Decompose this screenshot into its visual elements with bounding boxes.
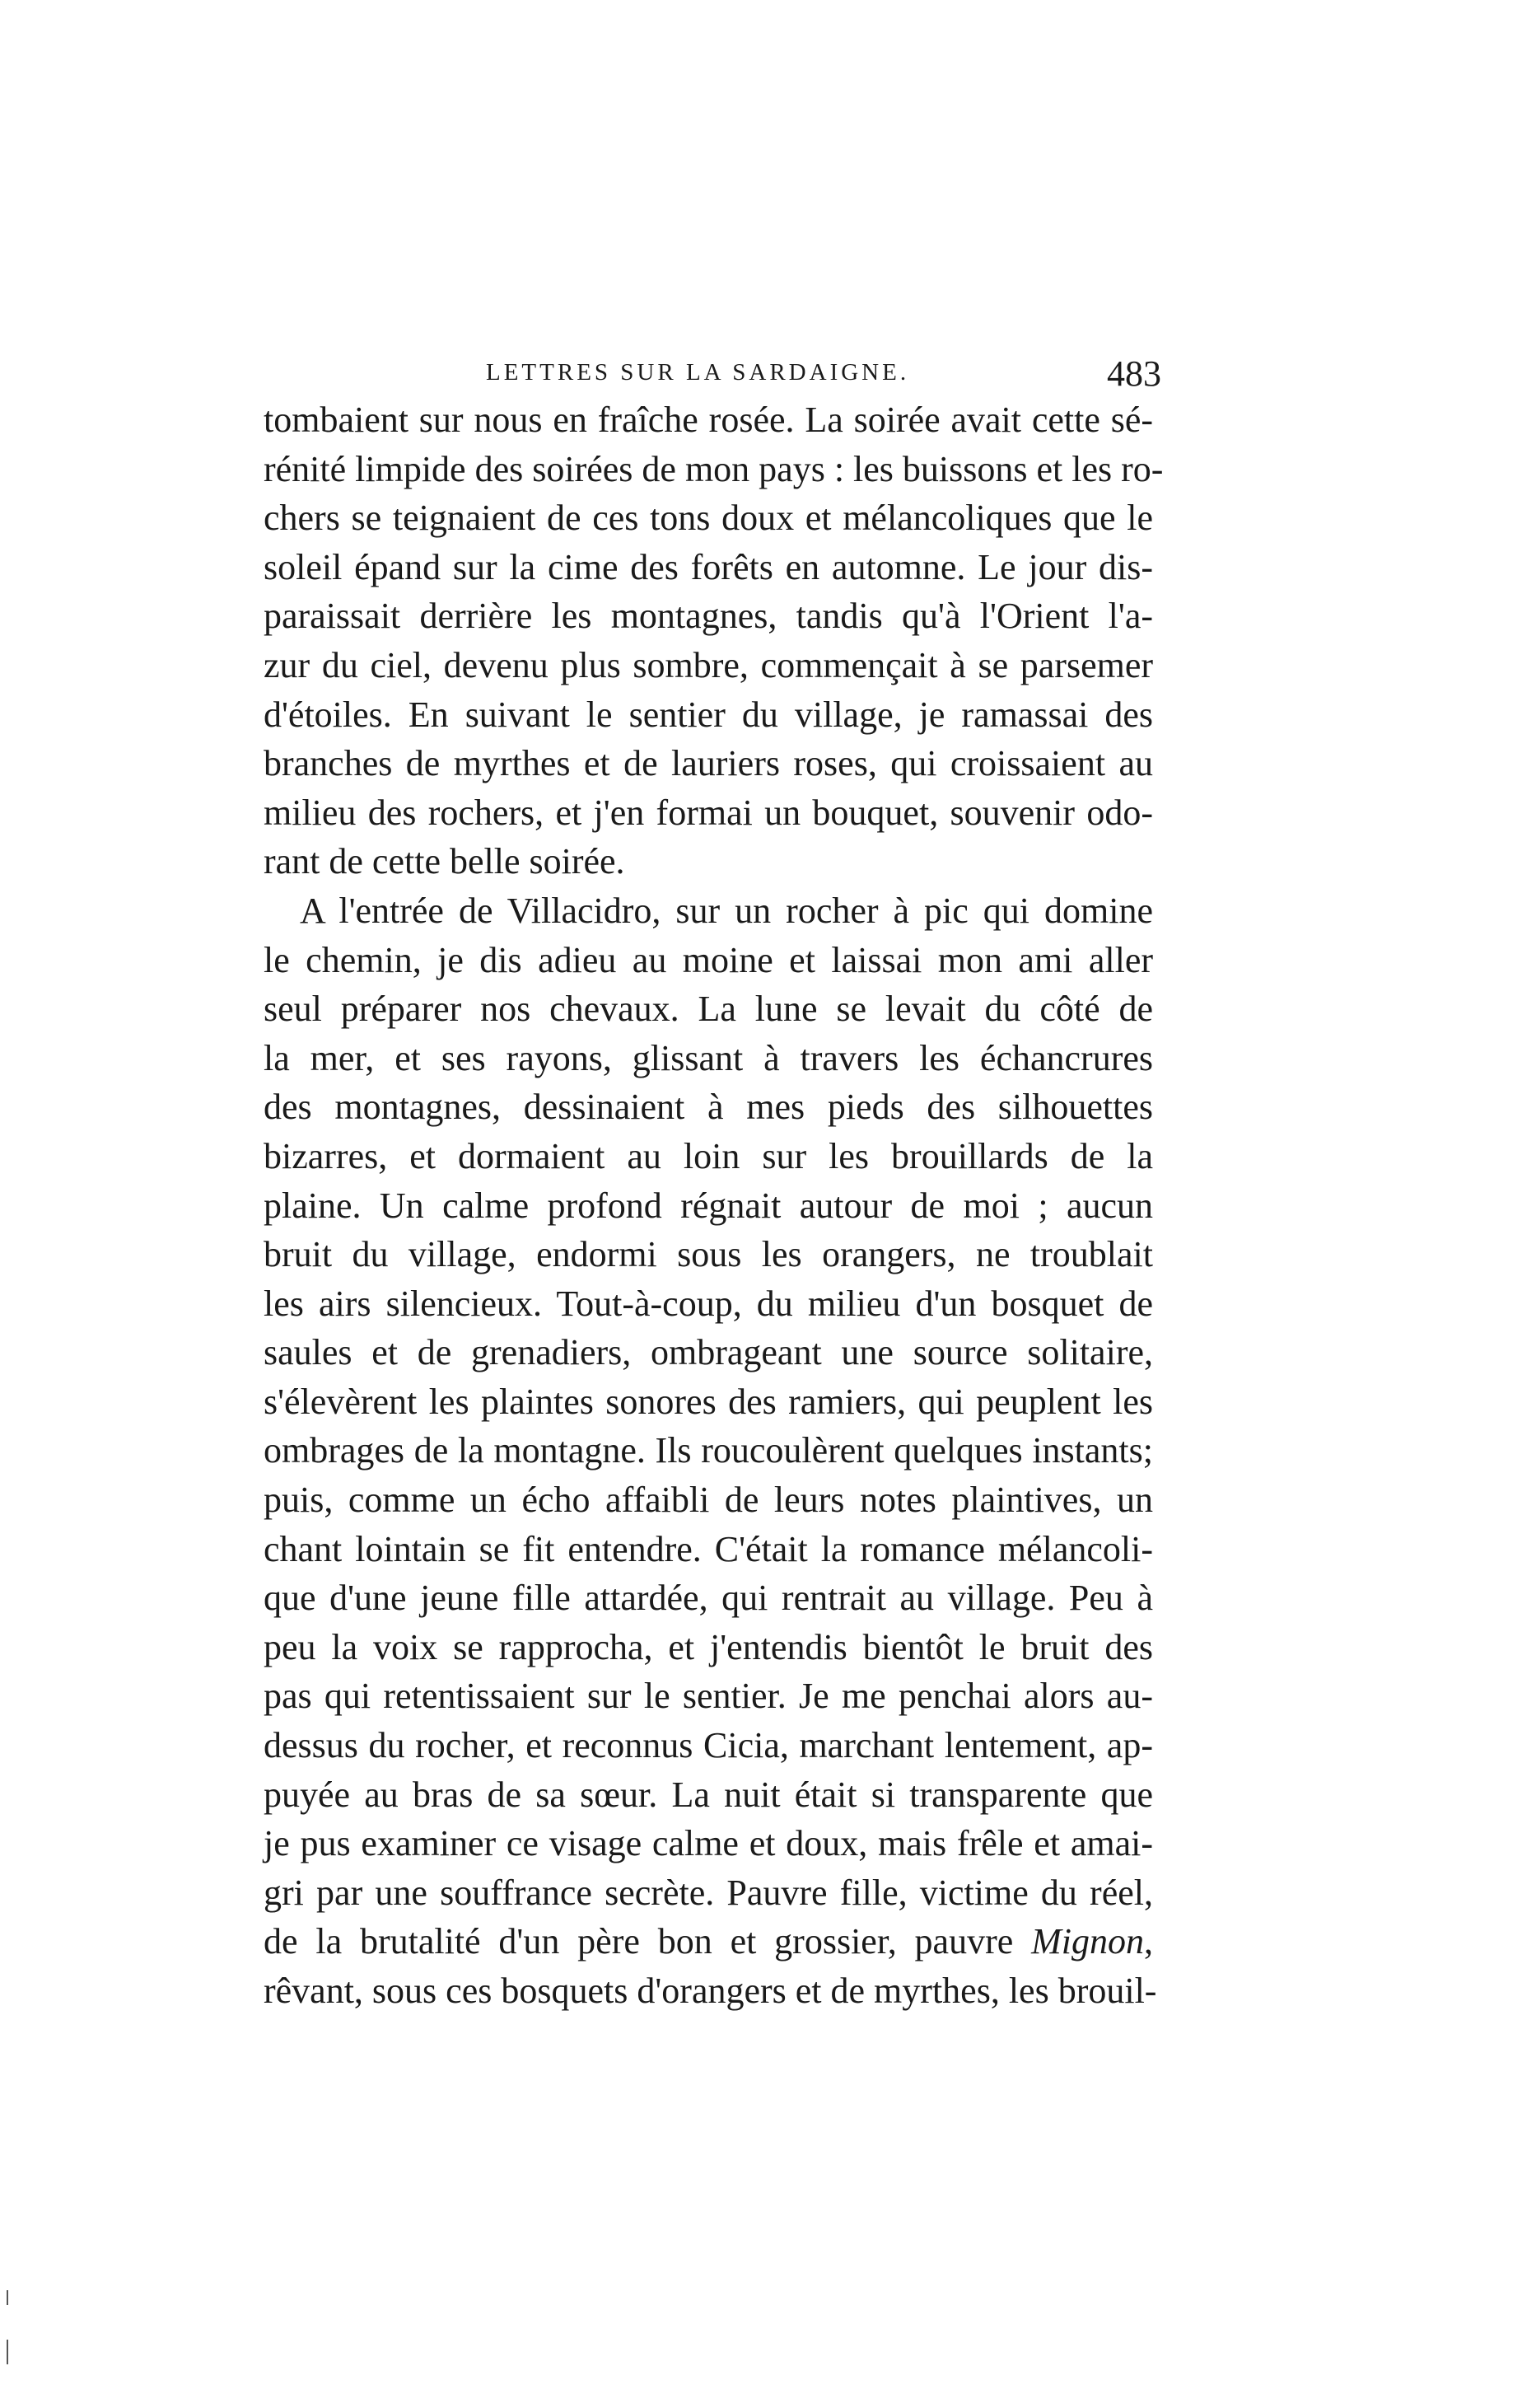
text-line: rant de cette belle soirée. — [264, 841, 625, 882]
text-line: pas qui retentissaient sur le sentier. Je me penchai alors au- — [264, 1676, 1153, 1717]
italic-name: Mignon — [1031, 1921, 1144, 1962]
text-line: les airs silencieux. Tout-à-coup, du milieu d'un bosquet de — [264, 1283, 1153, 1324]
text-line: plaine. Un calme profond régnait autour de moi ; aucun — [264, 1185, 1153, 1226]
text-line: s'élevèrent les plaintes sonores des ramiers, qui peuplent les — [264, 1381, 1153, 1422]
scan-mark — [7, 2340, 8, 2364]
text-line: le chemin, je dis adieu au moine et laissai mon ami aller — [264, 939, 1153, 980]
text-line: dessus du rocher, et reconnus Cicia, marchant lentement, ap- — [264, 1725, 1153, 1766]
text-line: puyée au bras de sa sœur. La nuit était si transparente que — [264, 1774, 1153, 1815]
text-line: chers se teignaient de ces tons doux et mélancoliques que le — [264, 498, 1153, 539]
text-line: d'étoiles. En suivant le sentier du village, je ramassai des — [264, 694, 1153, 735]
body-text — [264, 395, 1164, 2016]
text-line: ombrages de la montagne. Ils roucoulèrent quelques instants; — [264, 1430, 1153, 1471]
text-line: rêvant, sous ces bosquets d'orangers et de myrthes, les brouil- — [264, 1971, 1157, 2011]
text-line: rénité limpide des soirées de mon pays : les buissons et les ro- — [264, 448, 1164, 489]
text-line: soleil épand sur la cime des forêts en automne. Le jour dis- — [264, 546, 1153, 587]
scan-mark — [7, 2290, 8, 2305]
text-line: tombaient sur nous en fraîche rosée. La soirée avait cette sé- — [264, 400, 1153, 440]
text-line: milieu des rochers, et j'en formai un bouquet, souvenir odo- — [264, 792, 1153, 833]
text-line: chant lointain se fit entendre. C'était la romance mélancoli- — [264, 1528, 1153, 1569]
text-line: peu la voix se rapprocha, et j'entendis bientôt le bruit des — [264, 1626, 1153, 1667]
page-number: 483 — [1107, 353, 1161, 394]
text-line: bizarres, et dormaient au loin sur les brouillards de la — [264, 1135, 1153, 1176]
text-line: des montagnes, dessinaient à mes pieds des silhouettes — [264, 1087, 1153, 1128]
text-line — [264, 1917, 1153, 1966]
text-line: A l'entrée de Villacidro, sur un rocher à pic qui domine — [300, 890, 1153, 931]
running-title: LETTRES SUR LA SARDAIGNE. — [486, 359, 910, 386]
page-header — [486, 353, 1161, 402]
line-punctuation: , — [1144, 1921, 1153, 1962]
text-line: branches de myrthes et de lauriers roses, qui croissaient au — [264, 743, 1153, 784]
text-line: puis, comme un écho affaibli de leurs notes plaintives, un — [264, 1480, 1153, 1521]
line-text: de la brutalité d'un père bon et grossier, pauvre — [264, 1921, 1032, 1962]
text-line: je pus examiner ce visage calme et doux, mais frêle et amai- — [264, 1823, 1153, 1864]
text-line: bruit du village, endormi sous les orangers, ne troublait — [264, 1234, 1153, 1275]
text-line: gri par une souffrance secrète. Pauvre fille, victime du réel, — [264, 1872, 1153, 1913]
text-line: que d'une jeune fille attardée, qui rentrait au village. Peu à — [264, 1578, 1153, 1619]
text-line: seul préparer nos chevaux. La lune se levait du côté de — [264, 989, 1153, 1030]
text-line: saules et de grenadiers, ombrageant une source solitaire, — [264, 1332, 1153, 1373]
text-line: zur du ciel, devenu plus sombre, commençait à se parsemer — [264, 644, 1153, 685]
text-line: paraissait derrière les montagnes, tandis qu'à l'Orient l'a- — [264, 596, 1153, 637]
text-line: la mer, et ses rayons, glissant à travers les échancrures — [264, 1037, 1153, 1078]
